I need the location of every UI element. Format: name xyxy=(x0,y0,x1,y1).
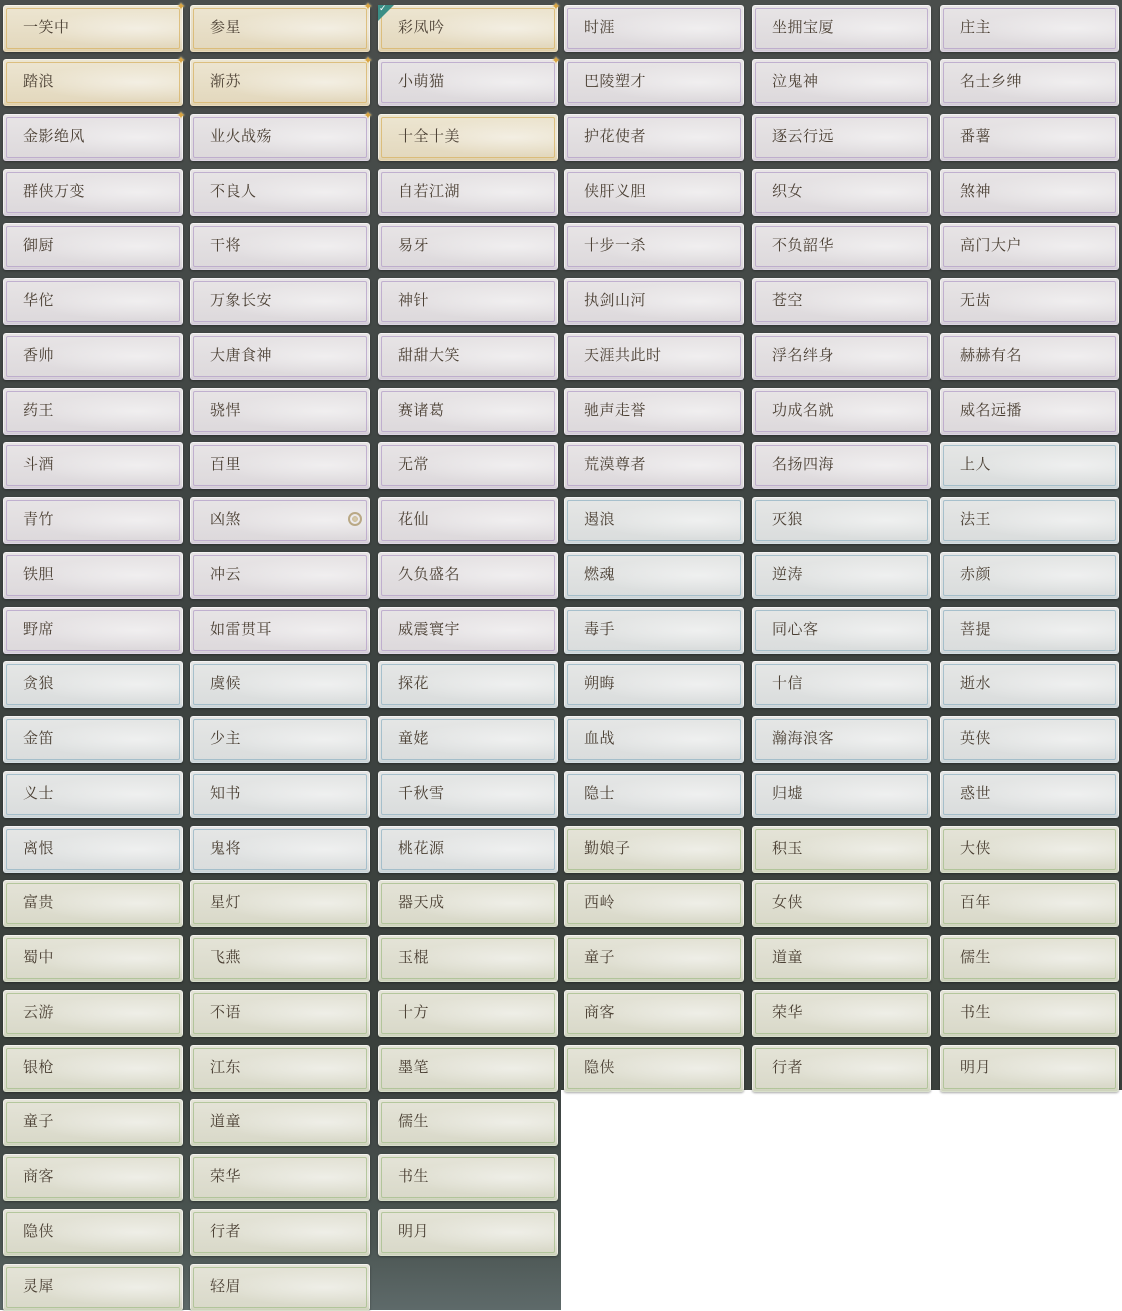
title-tile[interactable] xyxy=(752,1045,931,1092)
title-tile[interactable] xyxy=(190,990,370,1037)
title-tile[interactable] xyxy=(564,990,744,1037)
title-tile[interactable] xyxy=(940,607,1119,654)
title-label: 甜甜大笑 xyxy=(398,346,461,364)
title-label: 不良人 xyxy=(210,182,257,200)
title-tile[interactable] xyxy=(3,1154,183,1201)
title-tile[interactable] xyxy=(564,223,744,270)
title-label: 参星 xyxy=(210,18,242,36)
title-tile[interactable] xyxy=(190,54,373,106)
title-tile[interactable] xyxy=(190,442,370,489)
title-label: 灭狼 xyxy=(772,510,804,528)
title-label: 名扬四海 xyxy=(772,455,835,473)
title-tile[interactable] xyxy=(378,1099,558,1146)
title-label: 女侠 xyxy=(772,893,804,911)
title-tile[interactable] xyxy=(940,552,1119,599)
title-label: 功成名就 xyxy=(772,401,835,419)
title-label: 十全十美 xyxy=(398,127,461,145)
title-tile[interactable] xyxy=(940,771,1119,818)
title-tile[interactable] xyxy=(190,497,370,544)
title-tile[interactable] xyxy=(752,935,931,982)
title-tile[interactable] xyxy=(940,935,1119,982)
title-tile[interactable] xyxy=(3,880,183,927)
title-label: 遏浪 xyxy=(584,510,616,528)
title-tile[interactable] xyxy=(940,990,1119,1037)
title-label: 执剑山河 xyxy=(584,291,647,309)
title-label: 菩提 xyxy=(960,620,992,638)
title-label: 商客 xyxy=(584,1003,616,1021)
title-tile[interactable] xyxy=(752,497,931,544)
title-label: 童子 xyxy=(23,1112,55,1130)
title-tile[interactable] xyxy=(564,169,744,216)
title-tile[interactable] xyxy=(564,607,744,654)
title-label: 荣华 xyxy=(772,1003,804,1021)
title-label: 明月 xyxy=(960,1058,992,1076)
title-tile[interactable] xyxy=(940,59,1119,106)
title-label: 干将 xyxy=(210,236,242,254)
title-tile[interactable] xyxy=(752,278,931,325)
title-tile[interactable] xyxy=(752,333,931,380)
title-label: 富贵 xyxy=(23,893,55,911)
title-tile[interactable] xyxy=(190,771,370,818)
title-label: 斗酒 xyxy=(23,455,55,473)
title-label: 天涯共此时 xyxy=(584,346,662,364)
title-label: 无常 xyxy=(398,455,430,473)
title-tile[interactable] xyxy=(190,223,370,270)
title-label: 玉棍 xyxy=(398,948,430,966)
title-tile[interactable] xyxy=(752,607,931,654)
title-tile[interactable] xyxy=(190,169,370,216)
title-tile[interactable] xyxy=(564,1045,744,1092)
title-label: 骁悍 xyxy=(210,401,242,419)
title-tile[interactable] xyxy=(940,442,1119,489)
title-label: 赫赫有名 xyxy=(960,346,1023,364)
title-tile[interactable] xyxy=(564,114,744,161)
title-label: 灵犀 xyxy=(23,1277,55,1295)
title-label: 织女 xyxy=(772,182,804,200)
title-tile[interactable] xyxy=(190,1099,370,1146)
title-tile[interactable] xyxy=(378,935,558,982)
title-tile[interactable] xyxy=(378,990,558,1037)
title-tile[interactable] xyxy=(564,5,744,52)
title-label: 时涯 xyxy=(584,18,616,36)
title-label: 不负韶华 xyxy=(772,236,835,254)
title-tile[interactable] xyxy=(940,114,1119,161)
title-label: 血战 xyxy=(584,729,616,747)
title-tile[interactable] xyxy=(3,333,183,380)
title-label: 知书 xyxy=(210,784,242,802)
title-label: 凶煞 xyxy=(210,510,242,528)
title-label: 护花使者 xyxy=(584,127,647,145)
title-tile[interactable] xyxy=(752,552,931,599)
title-label: 惑世 xyxy=(960,784,992,802)
title-label: 如雷贯耳 xyxy=(210,620,273,638)
title-tile[interactable] xyxy=(3,0,186,52)
title-label: 器天成 xyxy=(398,893,445,911)
title-label: 书生 xyxy=(960,1003,992,1021)
title-label: 踏浪 xyxy=(23,72,55,90)
title-tile[interactable] xyxy=(3,223,183,270)
title-tile[interactable] xyxy=(3,278,183,325)
title-tile[interactable] xyxy=(3,442,183,489)
title-label: 勤娘子 xyxy=(584,839,631,857)
title-label: 荣华 xyxy=(210,1167,242,1185)
star-sparkle-icon: ✦ xyxy=(176,0,186,13)
title-tile[interactable] xyxy=(378,826,558,873)
title-tile[interactable] xyxy=(752,388,931,435)
title-tile[interactable] xyxy=(564,661,744,708)
title-label: 商客 xyxy=(23,1167,55,1185)
title-label: 青竹 xyxy=(23,510,55,528)
title-tile[interactable] xyxy=(752,59,931,106)
title-tile[interactable] xyxy=(378,716,558,763)
title-tile[interactable] xyxy=(190,880,370,927)
star-sparkle-icon: ✦ xyxy=(176,54,186,67)
title-label: 贪狼 xyxy=(23,674,55,692)
title-label: 神针 xyxy=(398,291,430,309)
title-tile[interactable] xyxy=(3,990,183,1037)
title-tile[interactable] xyxy=(190,716,370,763)
star-sparkle-icon: ✦ xyxy=(551,54,561,67)
title-tile[interactable] xyxy=(752,169,931,216)
star-sparkle-icon: ✦ xyxy=(363,109,373,122)
star-sparkle-icon: ✦ xyxy=(363,54,373,67)
title-tile[interactable] xyxy=(3,661,183,708)
title-label: 彩凤吟 xyxy=(398,18,445,36)
title-tile[interactable] xyxy=(378,54,561,106)
title-tile[interactable] xyxy=(190,1154,370,1201)
title-label: 高门大户 xyxy=(960,236,1023,254)
title-label: 赛诸葛 xyxy=(398,401,445,419)
title-tile[interactable] xyxy=(940,716,1119,763)
title-label: 虞候 xyxy=(210,674,242,692)
title-label: 御厨 xyxy=(23,236,55,254)
title-label: 名士乡绅 xyxy=(960,72,1023,90)
title-label: 泣鬼神 xyxy=(772,72,819,90)
title-label: 隐侠 xyxy=(584,1058,616,1076)
title-label: 轻眉 xyxy=(210,1277,242,1295)
title-label: 行者 xyxy=(772,1058,804,1076)
title-tile[interactable] xyxy=(940,333,1119,380)
title-tile[interactable] xyxy=(3,607,183,654)
title-tile[interactable] xyxy=(3,1209,183,1256)
title-tile[interactable] xyxy=(378,880,558,927)
title-tile[interactable] xyxy=(940,497,1119,544)
title-label: 威名远播 xyxy=(960,401,1023,419)
title-label: 大唐食神 xyxy=(210,346,273,364)
title-label: 久负盛名 xyxy=(398,565,461,583)
title-label: 十信 xyxy=(772,674,804,692)
title-tile[interactable] xyxy=(378,607,558,654)
title-tile[interactable] xyxy=(3,552,183,599)
title-label: 不语 xyxy=(210,1003,242,1021)
title-tile[interactable] xyxy=(3,826,183,873)
title-label: 荒漠尊者 xyxy=(584,455,647,473)
title-tile[interactable] xyxy=(3,54,186,106)
title-tile[interactable] xyxy=(752,661,931,708)
title-tile[interactable] xyxy=(564,826,744,873)
title-tile[interactable] xyxy=(190,109,373,161)
title-tile[interactable] xyxy=(190,1264,370,1311)
title-tile[interactable] xyxy=(564,442,744,489)
title-tile[interactable] xyxy=(190,1209,370,1256)
star-sparkle-icon: ✦ xyxy=(551,0,561,13)
title-tile[interactable] xyxy=(752,114,931,161)
title-label: 小萌猫 xyxy=(398,72,445,90)
title-tile[interactable] xyxy=(564,333,744,380)
title-tile[interactable] xyxy=(564,771,744,818)
title-label: 道童 xyxy=(772,948,804,966)
title-tile[interactable] xyxy=(940,5,1119,52)
title-tile[interactable] xyxy=(752,442,931,489)
title-label: 千秋雪 xyxy=(398,784,445,802)
title-label: 赤颜 xyxy=(960,565,992,583)
title-tile[interactable] xyxy=(3,169,183,216)
title-tile[interactable] xyxy=(3,1099,183,1146)
title-label: 煞神 xyxy=(960,182,992,200)
title-tile[interactable] xyxy=(940,1045,1119,1092)
title-tile[interactable] xyxy=(3,935,183,982)
title-label: 明月 xyxy=(398,1222,430,1240)
title-tile[interactable] xyxy=(940,388,1119,435)
title-label: 西岭 xyxy=(584,893,616,911)
title-tile[interactable] xyxy=(190,661,370,708)
title-tile[interactable] xyxy=(752,826,931,873)
title-tile[interactable] xyxy=(564,880,744,927)
title-tile[interactable] xyxy=(190,333,370,380)
title-label: 坐拥宝厦 xyxy=(772,18,835,36)
title-tile[interactable] xyxy=(940,278,1119,325)
title-label: 童姥 xyxy=(398,729,430,747)
title-tile[interactable] xyxy=(378,388,558,435)
title-tile[interactable] xyxy=(752,716,931,763)
title-tile[interactable] xyxy=(378,169,558,216)
title-label: 鬼将 xyxy=(210,839,242,857)
title-tile[interactable] xyxy=(3,716,183,763)
title-tile[interactable] xyxy=(190,388,370,435)
title-label: 英侠 xyxy=(960,729,992,747)
title-label: 离恨 xyxy=(23,839,55,857)
swirl-icon xyxy=(348,512,362,526)
title-label: 隐侠 xyxy=(23,1222,55,1240)
title-tile[interactable] xyxy=(378,223,558,270)
title-label: 积玉 xyxy=(772,839,804,857)
title-label: 野席 xyxy=(23,620,55,638)
title-label: 墨笔 xyxy=(398,1058,430,1076)
title-label: 义士 xyxy=(23,784,55,802)
title-tile[interactable] xyxy=(752,223,931,270)
title-tile[interactable] xyxy=(564,497,744,544)
title-tile[interactable] xyxy=(378,497,558,544)
title-tile[interactable] xyxy=(378,442,558,489)
title-label: 云游 xyxy=(23,1003,55,1021)
title-label: 易牙 xyxy=(398,236,430,254)
title-label: 探花 xyxy=(398,674,430,692)
title-tile[interactable] xyxy=(378,1154,558,1201)
title-label: 一笑中 xyxy=(23,18,70,36)
title-label: 侠肝义胆 xyxy=(584,182,647,200)
title-label: 群侠万变 xyxy=(23,182,86,200)
title-label: 同心客 xyxy=(772,620,819,638)
title-tile[interactable] xyxy=(752,771,931,818)
title-tile[interactable] xyxy=(752,880,931,927)
title-tile[interactable] xyxy=(190,607,370,654)
title-label: 逆涛 xyxy=(772,565,804,583)
title-label: 法王 xyxy=(960,510,992,528)
title-tile[interactable] xyxy=(190,278,370,325)
title-tile[interactable] xyxy=(190,1045,370,1092)
title-label: 金笛 xyxy=(23,729,55,747)
title-label: 香帅 xyxy=(23,346,55,364)
title-label: 十方 xyxy=(398,1003,430,1021)
title-tile[interactable] xyxy=(940,223,1119,270)
title-label: 行者 xyxy=(210,1222,242,1240)
star-sparkle-icon: ✦ xyxy=(363,0,373,13)
title-tile[interactable] xyxy=(940,169,1119,216)
title-label: 巴陵塑才 xyxy=(584,72,647,90)
title-label: 银枪 xyxy=(23,1058,55,1076)
title-label: 华佗 xyxy=(23,291,55,309)
check-icon: ✓ xyxy=(378,5,394,21)
title-label: 儒生 xyxy=(960,948,992,966)
title-tile[interactable] xyxy=(564,552,744,599)
title-label: 浮名绊身 xyxy=(772,346,835,364)
title-tile[interactable] xyxy=(940,880,1119,927)
title-tile[interactable] xyxy=(378,0,561,52)
title-label: 逐云行远 xyxy=(772,127,835,145)
title-label: 金影绝风 xyxy=(23,127,86,145)
title-tile[interactable] xyxy=(378,1209,558,1256)
title-tile[interactable] xyxy=(190,0,373,52)
title-label: 业火战殇 xyxy=(210,127,273,145)
title-tile[interactable] xyxy=(190,552,370,599)
title-tile[interactable] xyxy=(940,661,1119,708)
title-tile[interactable] xyxy=(564,388,744,435)
title-label: 冲云 xyxy=(210,565,242,583)
title-label: 大侠 xyxy=(960,839,992,857)
title-label: 星灯 xyxy=(210,893,242,911)
title-label: 桃花源 xyxy=(398,839,445,857)
title-label: 百年 xyxy=(960,893,992,911)
title-label: 十步一杀 xyxy=(584,236,647,254)
title-tile[interactable] xyxy=(3,497,183,544)
title-label: 朔晦 xyxy=(584,674,616,692)
title-tile[interactable] xyxy=(378,114,558,161)
title-tile[interactable] xyxy=(378,552,558,599)
title-tile[interactable] xyxy=(3,1264,183,1311)
title-tile[interactable] xyxy=(752,990,931,1037)
title-label: 庄主 xyxy=(960,18,992,36)
title-label: 毒手 xyxy=(584,620,616,638)
title-label: 瀚海浪客 xyxy=(772,729,835,747)
title-tile[interactable] xyxy=(3,388,183,435)
title-tile[interactable] xyxy=(940,826,1119,873)
title-label: 道童 xyxy=(210,1112,242,1130)
title-label: 上人 xyxy=(960,455,992,473)
title-label: 燃魂 xyxy=(584,565,616,583)
title-tile[interactable] xyxy=(752,5,931,52)
title-label: 飞燕 xyxy=(210,948,242,966)
title-label: 江东 xyxy=(210,1058,242,1076)
title-label: 童子 xyxy=(584,948,616,966)
title-label: 逝水 xyxy=(960,674,992,692)
title-label: 蜀中 xyxy=(23,948,55,966)
title-label: 万象长安 xyxy=(210,291,273,309)
title-tile[interactable] xyxy=(564,935,744,982)
title-tile[interactable] xyxy=(378,1045,558,1092)
title-label: 花仙 xyxy=(398,510,430,528)
title-tile[interactable] xyxy=(564,59,744,106)
title-label: 归墟 xyxy=(772,784,804,802)
title-tile[interactable] xyxy=(3,771,183,818)
title-label: 番薯 xyxy=(960,127,992,145)
title-tile[interactable] xyxy=(378,278,558,325)
title-label: 少主 xyxy=(210,729,242,747)
title-tile[interactable] xyxy=(378,771,558,818)
title-label: 威震寰宇 xyxy=(398,620,461,638)
title-label: 自若江湖 xyxy=(398,182,461,200)
title-label: 驰声走誉 xyxy=(584,401,647,419)
title-label: 百里 xyxy=(210,455,242,473)
title-tile[interactable] xyxy=(378,333,558,380)
title-tile[interactable] xyxy=(564,278,744,325)
star-sparkle-icon: ✦ xyxy=(176,109,186,122)
title-label: 渐苏 xyxy=(210,72,242,90)
title-tile[interactable] xyxy=(564,716,744,763)
title-label: 药王 xyxy=(23,401,55,419)
title-tile[interactable] xyxy=(3,109,186,161)
title-tile[interactable] xyxy=(190,826,370,873)
title-tile[interactable] xyxy=(3,1045,183,1092)
title-label: 苍空 xyxy=(772,291,804,309)
title-tile[interactable] xyxy=(378,661,558,708)
title-label: 隐士 xyxy=(584,784,616,802)
title-label: 儒生 xyxy=(398,1112,430,1130)
title-label: 铁胆 xyxy=(23,565,55,583)
title-label: 无齿 xyxy=(960,291,992,309)
title-label: 书生 xyxy=(398,1167,430,1185)
title-tile[interactable] xyxy=(190,935,370,982)
